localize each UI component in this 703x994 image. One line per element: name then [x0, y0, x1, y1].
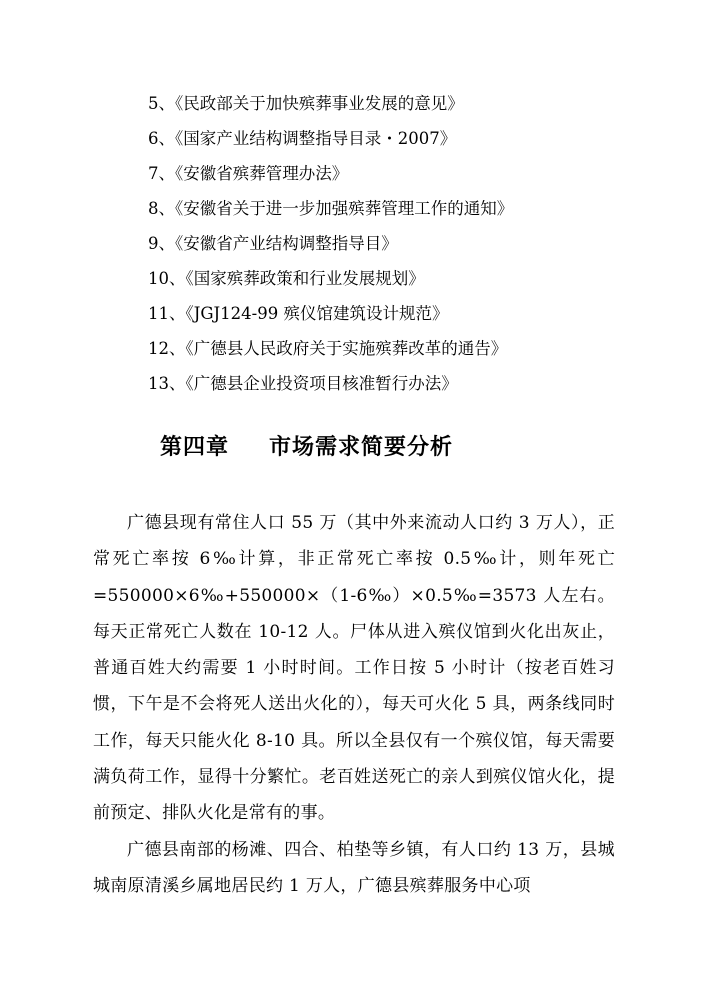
- reference-list: [148, 92, 513, 407]
- list-item: 7、《安徽省殡葬管理办法》: [148, 164, 349, 183]
- list-item: 8、《安徽省关于进一步加强殡葬管理工作的通知》: [148, 199, 514, 218]
- list-item: 6、《国家产业结构调整指导目录・2007》: [148, 129, 457, 148]
- chapter-body: [93, 505, 615, 904]
- list-item: 5、《民政部关于加快殡葬事业发展的意见》: [148, 94, 464, 113]
- list-item: 12、《广德县人民政府关于实施殡葬改革的通告》: [148, 339, 508, 358]
- chapter-number: 第四章: [160, 435, 230, 460]
- list-item: 11、《JGJ124-99 殡仪馆建筑设计规范》: [148, 304, 449, 323]
- list-item: 9、《安徽省产业结构调整指导目》: [148, 234, 398, 253]
- list-item: 13、《广德县企业投资项目核准暂行办法》: [148, 374, 458, 393]
- paragraph: 广德县现有常住人口 55 万（其中外来流动人口约 3 万人），正常死亡率按 6‰计算，非正常死亡率按 0.5‰计，则年死亡=550000×6‰+550000×（1-6‰）×0.5‰=3573 人左右。每天正常死亡人数在 10-12 人。尸体从进入殡仪馆到火化出灰止，普通百姓大约需要 1 小时时间。工作日按 5 小时计（按老百姓习惯，下午是不会将死人送出火化的），每天可火化 5 具，两条线同时工作，每天只能火化 8-10 具。所以全县仅有一个殡仪馆，每天需要满负荷工作，显得十分繁忙。老百姓送死亡的亲人到殡仪馆火化，提前预定、排队火化是常有的事。: [93, 513, 615, 824]
- chapter-heading: [160, 430, 453, 461]
- paragraph: 广德县南部的杨滩、四合、柏垫等乡镇，有人口约 13 万，县城城南原清溪乡属地居民约 1 万人，广德县殡葬服务中心项: [93, 839, 615, 896]
- list-item: 10、《国家殡葬政策和行业发展规划》: [148, 269, 425, 288]
- chapter-title: 市场需求简要分析: [269, 435, 454, 460]
